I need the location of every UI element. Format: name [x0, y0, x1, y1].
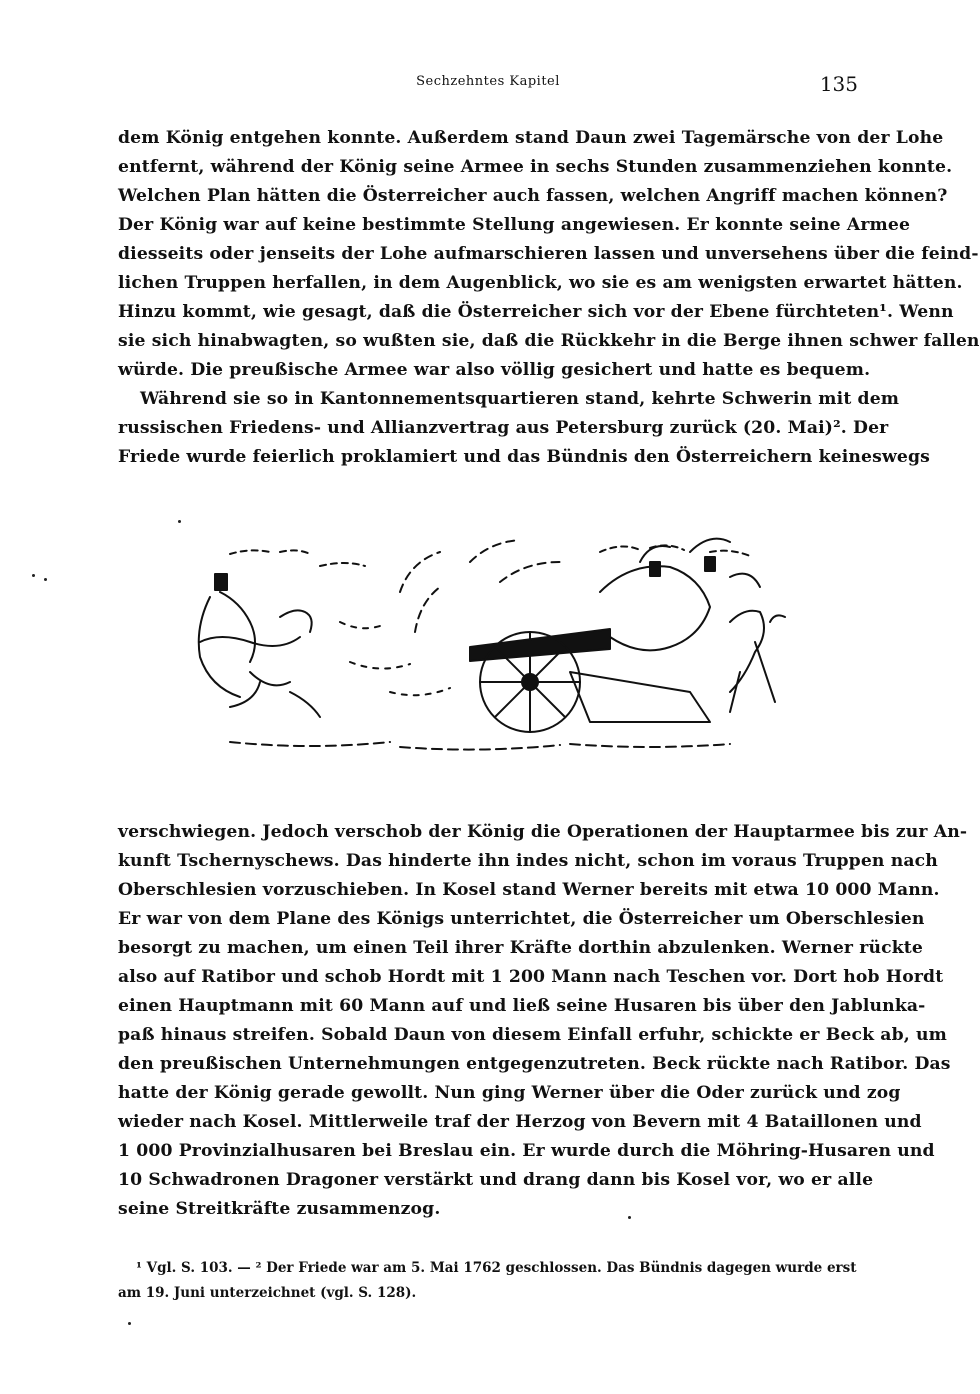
text-line: Hinzu kommt, wie gesagt, daß die Österreicher sich vor der Ebene fürchteten¹. Wenn: [118, 302, 954, 322]
text-line: hatte der König gerade gewollt. Nun ging Werner über die Oder zurück und zog: [118, 1083, 901, 1103]
text-line: dem König entgehen konnte. Außerdem stand Daun zwei Tagemärsche von der Lohe: [118, 128, 944, 148]
text-line: lichen Truppen herfallen, in dem Augenblick, wo sie es am wenigsten erwartet hätten.: [118, 273, 963, 293]
text-line: einen Hauptmann mit 60 Mann auf und ließ seine Husaren bis über den Jablunka-: [118, 996, 926, 1016]
text-line: besorgt zu machen, um einen Teil ihrer Kräfte dorthin abzulenken. Werner rückte: [118, 938, 923, 958]
page-number: 135: [819, 72, 858, 96]
footnotes: [118, 1256, 858, 1306]
text-line: seine Streitkräfte zusammenzog.: [118, 1199, 441, 1219]
text-line: 1 000 Provinzialhusaren bei Breslau ein. Er wurde durch die Möhring-Husaren und: [118, 1141, 935, 1161]
text-line: Friede wurde feierlich proklamiert und das Bündnis den Österreichern keineswegs: [118, 447, 930, 467]
speck-mark: [32, 574, 35, 577]
text-line: würde. Die preußische Armee war also völlig gesichert und hatte es bequem.: [118, 360, 871, 380]
text-line: sie sich hinabwagten, so wußten sie, daß die Rückkehr in die Berge ihnen schwer fallen: [118, 331, 980, 351]
text-line: Welchen Plan hätten die Österreicher auch fassen, welchen Angriff machen können?: [118, 186, 948, 206]
text-line: Der König war auf keine bestimmte Stellung angewiesen. Er konnte seine Armee: [118, 215, 911, 235]
speck-mark: [178, 520, 181, 523]
text-line: 10 Schwadronen Dragoner verstärkt und drang dann bis Kosel vor, wo er alle: [118, 1170, 874, 1190]
text-line: Während sie so in Kantonnementsquartieren stand, kehrte Schwerin mit dem: [140, 389, 900, 409]
text-block-top: [118, 124, 980, 472]
speck-mark: [128, 1322, 131, 1325]
text-line: russischen Friedens- und Allianzvertrag aus Petersburg zurück (20. Mai)². Der: [118, 418, 889, 438]
text-line: wieder nach Kosel. Mittlerweile traf der Herzog von Bevern mit 4 Bataillonen und: [118, 1112, 922, 1132]
speck-mark: [628, 1216, 631, 1219]
page-header: [118, 68, 858, 98]
text-line: den preußischen Unternehmungen entgegenzutreten. Beck rückte nach Ratibor. Das: [118, 1054, 951, 1074]
speck-mark: [44, 578, 47, 581]
text-line: paß hinaus streifen. Sobald Daun von diesem Einfall erfuhr, schickte er Beck ab, um: [118, 1025, 948, 1045]
text-line: diesseits oder jenseits der Lohe aufmarschieren lassen und unversehens über die feind-: [118, 244, 979, 264]
text-line: verschwiegen. Jedoch verschob der König die Operationen der Hauptarmee bis zur An-: [118, 822, 968, 842]
footnote-line: ¹ Vgl. S. 103. — ² Der Friede war am 5. Mai 1762 geschlossen. Das Bündnis dagegen wurde erst: [136, 1260, 857, 1276]
footnote-line: am 19. Juni unterzeichnet (vgl. S. 128).: [118, 1285, 417, 1301]
text-line: Oberschlesien vorzuschieben. In Kosel stand Werner bereits mit etwa 10 000 Mann.: [118, 880, 940, 900]
text-line: entfernt, während der König seine Armee in sechs Stunden zusammenziehen konnte.: [118, 157, 953, 177]
text-block-bottom: [118, 818, 968, 1224]
text-line: also auf Ratibor und schob Hordt mit 1 200 Mann nach Teschen vor. Dort hob Hordt: [118, 967, 944, 987]
battle-illustration: [170, 522, 800, 762]
text-line: kunft Tschernyschews. Das hinderte ihn indes nicht, schon im voraus Truppen nach: [118, 851, 938, 871]
running-title: Sechzehntes Kapitel: [416, 74, 560, 89]
text-line: Er war von dem Plane des Königs unterrichtet, die Österreicher um Oberschlesien: [118, 909, 925, 929]
